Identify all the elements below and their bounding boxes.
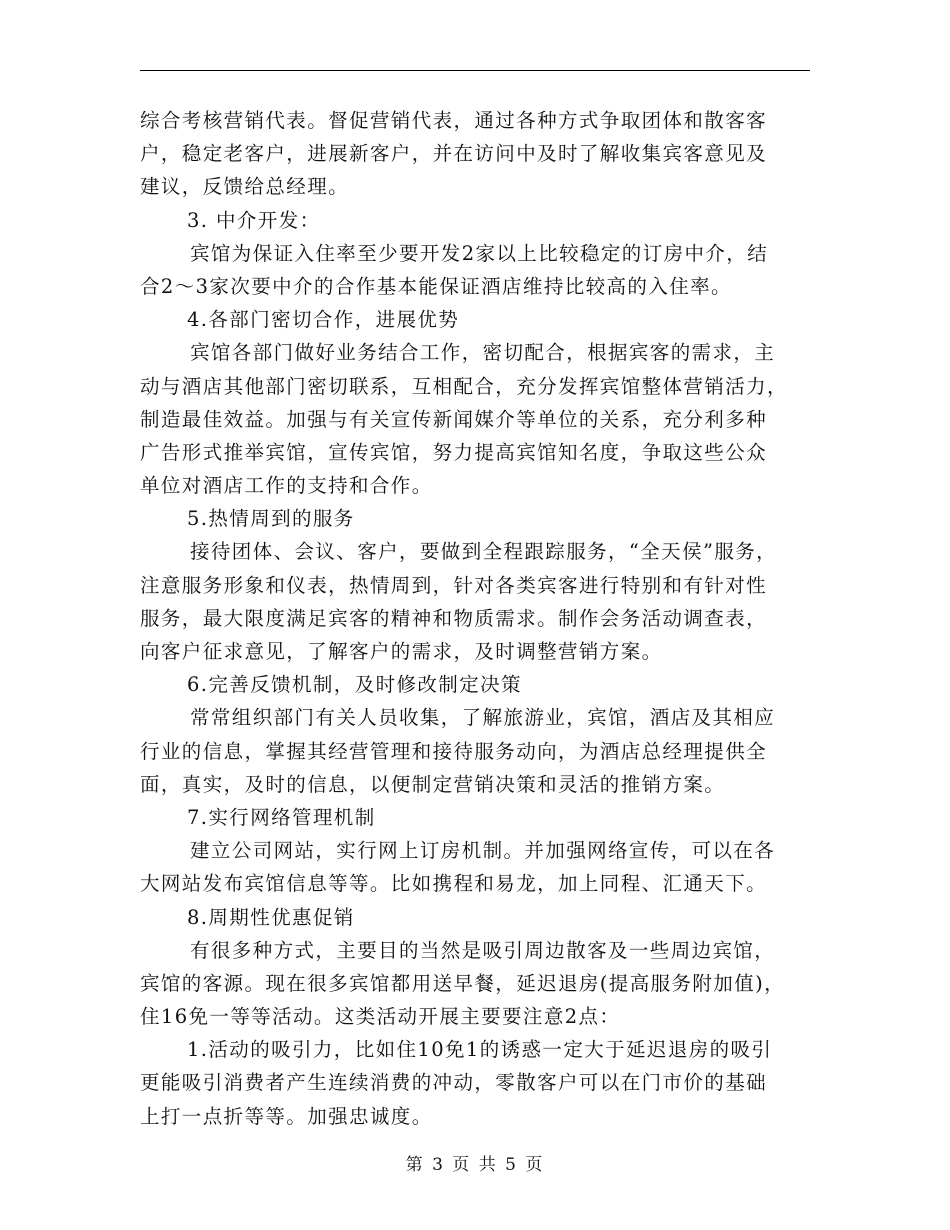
text-line: 更能吸引消费者产生连续消费的冲动，零散客户可以在门市价的基础 bbox=[140, 1071, 768, 1095]
text-line: 单位对酒店工作的支持和合作。 bbox=[140, 474, 433, 498]
text-line: 3. 中介开发： bbox=[187, 208, 321, 232]
text-line: 有很多种方式，主要目的当然是吸引周边散客及一些周边宾馆， bbox=[190, 938, 776, 962]
text-line: 大网站发布宾馆信息等等。比如携程和易龙，加上同程、汇通天下。 bbox=[140, 872, 768, 896]
text-line: 4.各部门密切合作，进展优势 bbox=[187, 308, 460, 332]
text-line: 建议，反馈给总经理。 bbox=[140, 175, 350, 199]
text-line: 户，稳定老客户，进展新客户，并在访问中及时了解收集宾客意见及 bbox=[140, 142, 768, 166]
text-line: 合2～3家次要中介的合作基本能保证酒店维持比较高的入住率。 bbox=[140, 274, 732, 298]
page-footer: 第 3 页 共 5 页 bbox=[405, 1155, 545, 1175]
text-line: 6.完善反馈机制，及时修改制定决策 bbox=[187, 673, 522, 697]
text-line: 上打一点折等等。加强忠诚度。 bbox=[140, 1104, 433, 1128]
text-line: 服务，最大限度满足宾客的精神和物质需求。制作会务活动调查表， bbox=[140, 606, 768, 630]
text-line: 向客户征求意见，了解客户的需求，及时调整营销方案。 bbox=[140, 640, 663, 663]
text-line: 常常组织部门有关人员收集，了解旅游业，宾馆，酒店及其相应 bbox=[190, 706, 776, 730]
text-line: 注意服务形象和仪表，热情周到，针对各类宾客进行特别和有针对性 bbox=[140, 573, 768, 597]
text-line: 宾馆为保证入住率至少要开发2家以上比较稳定的订房中介，结 bbox=[190, 241, 769, 265]
text-line: 建立公司网站，实行网上订房机制。并加强网络宣传，可以在各 bbox=[190, 839, 776, 863]
text-line: 面，真实，及时的信息，以便制定营销决策和灵活的推销方案。 bbox=[140, 772, 726, 796]
text-line: 制造最佳效益。加强与有关宣传新闻媒介等单位的关系，充分利多种 bbox=[140, 407, 768, 431]
text-line: 广告形式推举宾馆，宣传宾馆，努力提高宾馆知名度，争取这些公众 bbox=[140, 440, 768, 464]
header-rule bbox=[140, 70, 810, 71]
text-line: 7.实行网络管理机制 bbox=[187, 805, 376, 829]
text-line: 5.热情周到的服务 bbox=[187, 507, 355, 531]
text-line: 8.周期性优惠促销 bbox=[187, 905, 355, 929]
text-line: 动与酒店其他部门密切联系，互相配合，充分发挥宾馆整体营销活力， bbox=[140, 374, 788, 398]
text-line: 接待团体、会议、客户，要做到全程跟踪服务，“全天侯”服务， bbox=[190, 540, 778, 564]
text-line: 1.活动的吸引力，比如住10免1的诱惑一定大于延迟退房的吸引 bbox=[187, 1038, 773, 1062]
document-body bbox=[140, 104, 810, 1133]
text-line: 综合考核营销代表。督促营销代表，通过各种方式争取团体和散客客 bbox=[140, 109, 768, 132]
text-line: 行业的信息，掌握其经营管理和接待服务动向，为酒店总经理提供全 bbox=[140, 739, 768, 763]
text-line: 宾馆的客源。现在很多宾馆都用送早餐，延迟退房(提高服务附加值)， bbox=[140, 971, 786, 995]
text-line: 宾馆各部门做好业务结合工作，密切配合，根据宾客的需求，主 bbox=[190, 341, 776, 365]
text-line: 住16免一等等活动。这类活动开展主要要注意2点： bbox=[140, 1005, 621, 1029]
